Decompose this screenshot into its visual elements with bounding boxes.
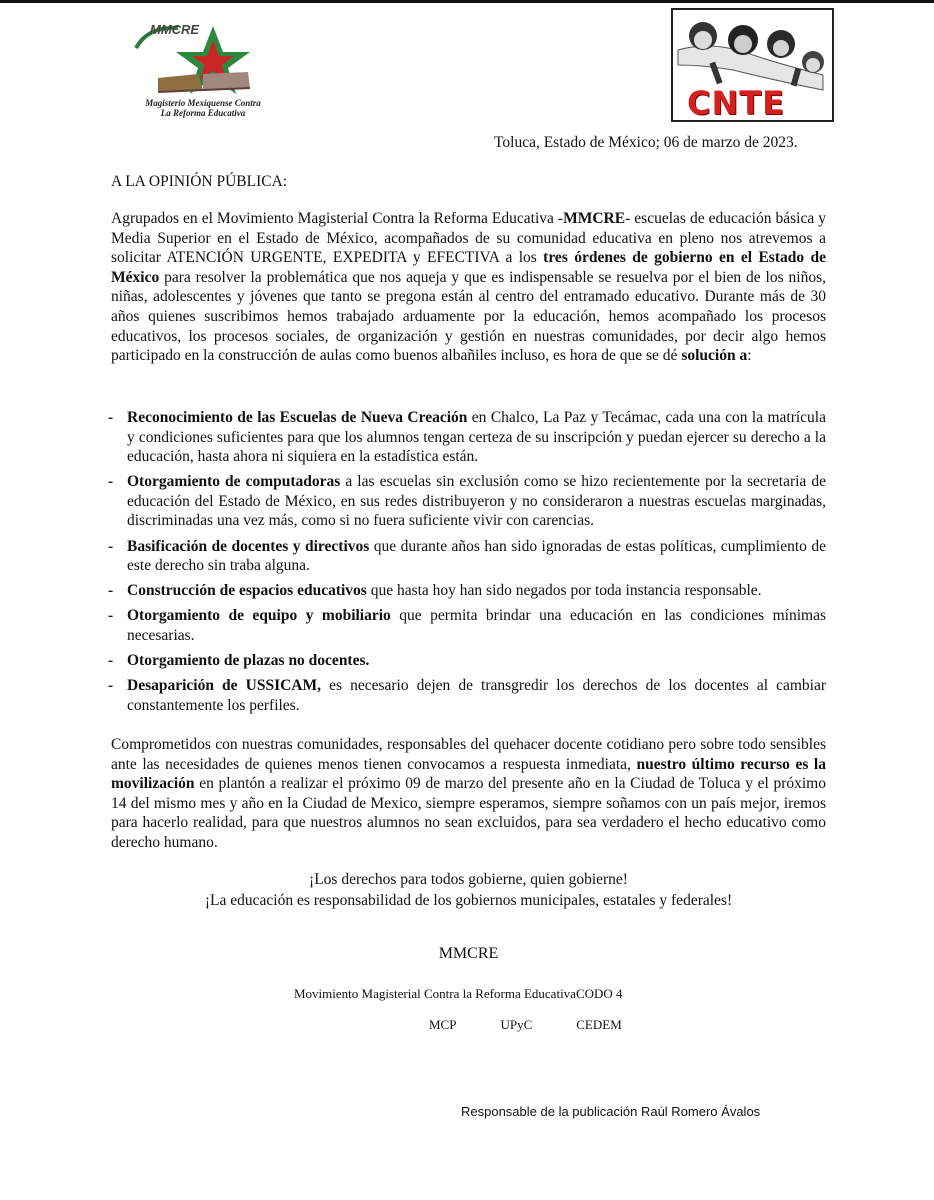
bullet-dash: - <box>108 652 114 670</box>
demands-list <box>108 408 826 721</box>
demand-title: Construcción de espacios educativos <box>127 582 367 600</box>
salutation: A LA OPINIÓN PÚBLICA: <box>111 173 288 190</box>
demand-title: Otorgamiento de computadoras <box>127 473 341 491</box>
demand-text: en Chalco, La Paz y Tecámac, cada una con la matrícula y condiciones suficientes para que los alumnos tengan certeza de su inscripción y puedan ejercer su derecho a la educación, hasta ahora ni siquiera en la estadística están. <box>127 409 826 466</box>
demand-text: que hasta hoy han sido negados por toda instancia responsable. <box>366 582 762 600</box>
intro-text: Agrupados en el Movimiento Magisterial Contra la Reforma Educativa - <box>111 210 564 227</box>
intro-bold-government: tres órdenes de gobierno en el Estado de México <box>111 249 826 286</box>
demand-text: a las escuelas sin exclusión como se hizo recientemente por la secretaria de educación del Estado de México, en sus redes distribuyeron y no consideraron a nuestras escuelas marginadas, discriminadas una vez más, como si no fuera suficiente vivir con carencias. <box>127 473 826 530</box>
demand-item <box>108 472 826 531</box>
org-name: CEDEM <box>576 1017 622 1032</box>
demand-text: que permita brindar una educación en las condiciones mínimas necesarias. <box>127 607 826 644</box>
slogan-line: ¡La educación es responsabilidad de los gobiernos municipales, estatales y federales! <box>204 892 733 909</box>
intro-paragraph <box>111 209 826 366</box>
demand-title: Desaparición de USSICAM, <box>127 677 321 695</box>
intro-text: para resolver la problemática que nos aqueja y que es indispensable se resuelva por el bien de los niños, niñas, adolescentes y jóvenes que tanto se pregona están al centro del entramado educativo. Durante más de 30 años quienes suscribimos hemos trabajado arduamente por la educación, hemos acompañado los procesos educativos, los procesos sociales, de organización y gestión en nuestras comunidades, por decir algo hemos participado en la construcción de aulas como buenos albañiles incluso, es hora de que se dé <box>111 268 826 365</box>
signature-movement: Movimiento Magisterial Contra la Reforma EducativaCODO 4 <box>294 986 623 1001</box>
signature-name: MMCRE <box>438 945 499 962</box>
bullet-dash: - <box>108 537 114 555</box>
bullet-dash: - <box>108 473 114 491</box>
closing-text: Comprometidos con nuestras comunidades, responsables del quehacer docente cotidiano pero sobre todo sensibles ante las necesidades de quienes menos tienen convocamos a respuesta inmediata, <box>111 736 826 773</box>
demand-item <box>108 651 826 671</box>
org-name: UPyC <box>500 1017 533 1032</box>
bullet-dash: - <box>108 582 114 600</box>
bullet-dash: - <box>108 677 114 695</box>
publication-responsible: Responsable de la publicación Raúl Romero Ávalos <box>461 1104 761 1119</box>
demand-title: Otorgamiento de plazas no docentes. <box>127 652 370 670</box>
intro-bold-solution: solución a <box>681 347 748 365</box>
demand-title: Basificación de docentes y directivos <box>127 537 370 555</box>
demand-item <box>108 408 826 467</box>
intro-text: : <box>747 347 752 365</box>
slogans <box>111 869 826 911</box>
mmcre-logo-caption <box>128 98 278 118</box>
demand-text: es necesario dejen de transgredir los derechos de los docentes al cambiar constantemente los perfiles. <box>127 677 826 714</box>
demand-title: Otorgamiento de equipo y mobiliario <box>127 607 391 625</box>
top-border-line <box>0 0 934 3</box>
cnte-logo <box>671 8 834 122</box>
demand-item <box>108 581 826 601</box>
logo-caption-line: La Reforma Educativa <box>160 108 246 118</box>
date-line: Toluca, Estado de México; 06 de marzo de 2023. <box>494 134 798 151</box>
closing-bold-mobilization: nuestro último recurso es la movilización <box>111 755 826 793</box>
demand-item <box>108 606 826 645</box>
closing-text: en plantón a realizar el próximo 09 de marzo del presente año en la Ciudad de Toluca y el próximo 14 del mismo mes y año en la Ciudad de Mexico, siempre esperamos, siempre soñamos con un país mejor, iremos para hacerlo realidad, para que nuestros alumnos no sean excluidos, para sea verdadero el hecho educativo como derecho humano. <box>111 775 826 851</box>
intro-bold-mmcre: MMCRE <box>563 210 626 227</box>
org-name: MCP <box>429 1017 457 1032</box>
mmcre-logo-title: MMCRE <box>150 22 200 37</box>
cnte-logo-text: CNTE <box>687 84 785 122</box>
bullet-dash: - <box>108 409 114 426</box>
demand-text: que durante años han sido ignoradas de estas políticas, cumplimiento de este derecho sin traba alguna. <box>127 537 826 575</box>
logo-caption-line: Magisterio Mexiquense Contra <box>145 98 261 108</box>
signature-organizations <box>429 1017 666 1033</box>
closing-paragraph <box>111 735 826 853</box>
mmcre-logo <box>128 18 278 124</box>
bullet-dash: - <box>108 607 114 625</box>
demand-item <box>108 676 826 715</box>
slogan-line: ¡Los derechos para todos gobierne, quien gobierne! <box>309 871 628 888</box>
demand-title: Reconocimiento de las Escuelas de Nueva Creación <box>127 409 468 426</box>
intro-text: - escuelas de educación básica y Media Superior en el Estado de México, acompañados de su comunidad educativa en pleno nos atrevemos a solicitar ATENCIÓN URGENTE, EXPEDITA y EFECTIVA a los <box>111 210 826 267</box>
demand-item <box>108 537 826 576</box>
